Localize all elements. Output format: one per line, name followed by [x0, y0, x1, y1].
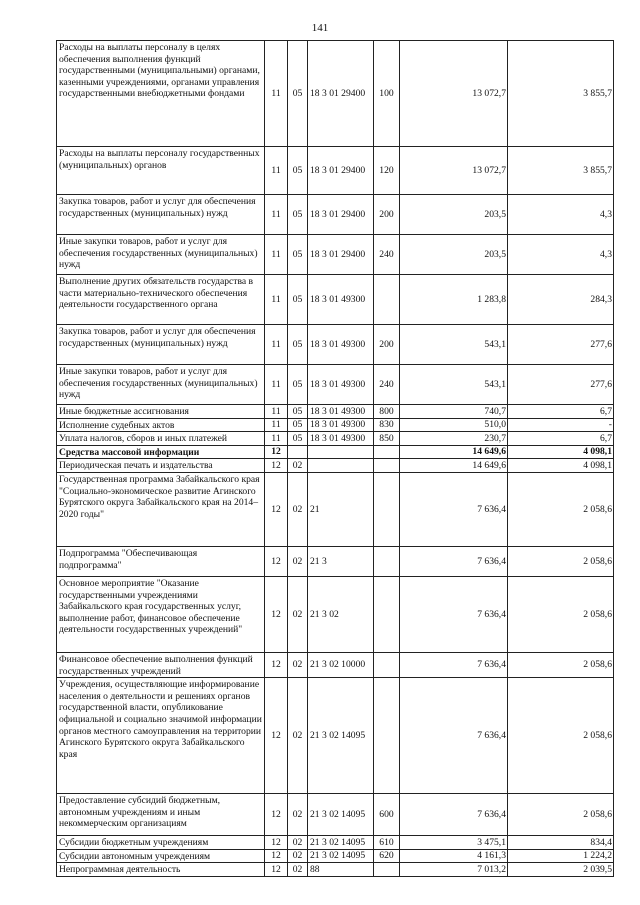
table-row — [57, 235, 614, 275]
expense-type-code — [374, 472, 400, 546]
section-code: 12 — [265, 576, 288, 652]
amount-actual: 3 855,7 — [508, 147, 614, 195]
subsection-code: 05 — [288, 325, 308, 365]
subsection-code: 02 — [288, 472, 308, 546]
row-name: Субсидии бюджетным учреждениям — [57, 836, 265, 850]
table-row — [57, 325, 614, 365]
target-item-code: 18 3 01 49300 — [308, 325, 374, 365]
section-code: 11 — [265, 147, 288, 195]
target-item-code: 18 3 01 29400 — [308, 41, 374, 147]
expense-type-code: 100 — [374, 41, 400, 147]
amount-plan: 740,7 — [400, 405, 508, 419]
amount-plan: 230,7 — [400, 432, 508, 446]
table-row — [57, 836, 614, 850]
amount-actual: 4,3 — [508, 235, 614, 275]
expense-type-code: 620 — [374, 849, 400, 863]
table-row — [57, 432, 614, 446]
subsection-code: 02 — [288, 546, 308, 576]
target-item-code: 21 3 02 14095 — [308, 678, 374, 794]
amount-actual: 2 058,6 — [508, 576, 614, 652]
section-code: 12 — [265, 459, 288, 473]
target-item-code: 21 3 02 14095 — [308, 849, 374, 863]
subsection-code: 02 — [288, 863, 308, 877]
amount-plan: 13 072,7 — [400, 147, 508, 195]
table-row — [57, 147, 614, 195]
row-name: Исполнение судебных актов — [57, 418, 265, 432]
expense-type-code: 610 — [374, 836, 400, 850]
subsection-code: 05 — [288, 147, 308, 195]
section-code: 12 — [265, 849, 288, 863]
expense-type-code — [374, 652, 400, 677]
subsection-code — [288, 445, 308, 459]
subsection-code: 05 — [288, 365, 308, 405]
table-row — [57, 849, 614, 863]
subsection-code: 05 — [288, 275, 308, 325]
target-item-code: 18 3 01 29400 — [308, 235, 374, 275]
target-item-code: 18 3 01 49300 — [308, 418, 374, 432]
amount-actual: 2 058,6 — [508, 472, 614, 546]
section-code: 11 — [265, 432, 288, 446]
section-code: 11 — [265, 325, 288, 365]
amount-actual: 3 855,7 — [508, 41, 614, 147]
section-code: 11 — [265, 365, 288, 405]
expense-type-code — [374, 459, 400, 473]
subsection-code: 02 — [288, 836, 308, 850]
amount-actual: 277,6 — [508, 365, 614, 405]
amount-actual: 2 058,6 — [508, 546, 614, 576]
row-name: Учреждения, осуществляющие информирование населения о деятельности и решениях органов государственной власти, опубликование официальной и социально значимой информации органов местного самоуправления на территории Агинского Бурятского округа Забайкальского края — [57, 678, 265, 794]
target-item-code: 21 3 02 14095 — [308, 794, 374, 836]
table-row — [57, 472, 614, 546]
row-name: Финансовое обеспечение выполнения функций государственных учреждений — [57, 652, 265, 677]
table-row — [57, 794, 614, 836]
amount-actual: 1 224,2 — [508, 849, 614, 863]
amount-actual: 834,4 — [508, 836, 614, 850]
subsection-code: 02 — [288, 652, 308, 677]
section-code: 11 — [265, 235, 288, 275]
target-item-code: 21 3 02 10000 — [308, 652, 374, 677]
amount-plan: 7 013,2 — [400, 863, 508, 877]
row-name: Иные закупки товаров, работ и услуг для обеспечения государственных (муниципальных) нужд — [57, 365, 265, 405]
section-code: 12 — [265, 652, 288, 677]
amount-actual: 4 098,1 — [508, 445, 614, 459]
target-item-code: 21 3 02 14095 — [308, 836, 374, 850]
amount-plan: 7 636,4 — [400, 472, 508, 546]
target-item-code: 18 3 01 49300 — [308, 275, 374, 325]
row-name: Иные закупки товаров, работ и услуг для обеспечения государственных (муниципальных) нужд — [57, 235, 265, 275]
target-item-code: 21 — [308, 472, 374, 546]
amount-plan: 7 636,4 — [400, 546, 508, 576]
amount-plan: 7 636,4 — [400, 576, 508, 652]
row-name: Иные бюджетные ассигнования — [57, 405, 265, 419]
expense-type-code — [374, 678, 400, 794]
amount-actual: 2 039,5 — [508, 863, 614, 877]
target-item-code: 18 3 01 29400 — [308, 195, 374, 235]
amount-actual: 6,7 — [508, 405, 614, 419]
amount-actual: 2 058,6 — [508, 678, 614, 794]
amount-plan: 510,0 — [400, 418, 508, 432]
subsection-code: 02 — [288, 459, 308, 473]
amount-actual: - — [508, 418, 614, 432]
budget-table — [56, 40, 614, 877]
amount-actual: 4 098,1 — [508, 459, 614, 473]
row-name: Расходы на выплаты персоналу государственных (муниципальных) органов — [57, 147, 265, 195]
row-name: Основное мероприятие "Оказание государственными учреждениями Забайкальского края государственных услуг, выполнение работ, финансовое обеспечение деятельности государственных учреждений" — [57, 576, 265, 652]
row-name: Периодическая печать и издательства — [57, 459, 265, 473]
row-name: Уплата налогов, сборов и иных платежей — [57, 432, 265, 446]
target-item-code: 21 3 02 — [308, 576, 374, 652]
amount-plan: 203,5 — [400, 235, 508, 275]
target-item-code: 88 — [308, 863, 374, 877]
amount-actual: 277,6 — [508, 325, 614, 365]
target-item-code: 21 3 — [308, 546, 374, 576]
row-name: Закупка товаров, работ и услуг для обеспечения государственных (муниципальных) нужд — [57, 195, 265, 235]
expense-type-code: 240 — [374, 235, 400, 275]
table-row — [57, 576, 614, 652]
expense-type-code — [374, 445, 400, 459]
expense-type-code: 200 — [374, 325, 400, 365]
amount-plan: 14 649,6 — [400, 459, 508, 473]
expense-type-code: 830 — [374, 418, 400, 432]
subsection-code: 02 — [288, 576, 308, 652]
amount-actual: 4,3 — [508, 195, 614, 235]
amount-plan: 7 636,4 — [400, 678, 508, 794]
expense-type-code: 200 — [374, 195, 400, 235]
subsection-code: 05 — [288, 405, 308, 419]
section-code: 11 — [265, 41, 288, 147]
row-name: Государственная программа Забайкальского края "Социально-экономическое развитие Агинского Бурятского округа Забайкальского края на 2014–2020 годы" — [57, 472, 265, 546]
amount-plan: 14 649,6 — [400, 445, 508, 459]
expense-type-code: 800 — [374, 405, 400, 419]
target-item-code: 18 3 01 29400 — [308, 147, 374, 195]
row-name: Закупка товаров, работ и услуг для обеспечения государственных (муниципальных) нужд — [57, 325, 265, 365]
section-code: 12 — [265, 678, 288, 794]
subsection-code: 05 — [288, 432, 308, 446]
subsection-code: 05 — [288, 41, 308, 147]
table-row — [57, 41, 614, 147]
amount-plan: 543,1 — [400, 365, 508, 405]
amount-actual: 2 058,6 — [508, 652, 614, 677]
subsection-code: 02 — [288, 849, 308, 863]
expense-type-code — [374, 576, 400, 652]
table-row — [57, 275, 614, 325]
amount-plan: 13 072,7 — [400, 41, 508, 147]
subsection-code: 02 — [288, 794, 308, 836]
target-item-code — [308, 445, 374, 459]
amount-actual: 6,7 — [508, 432, 614, 446]
expense-type-code — [374, 863, 400, 877]
table-row — [57, 546, 614, 576]
section-code: 12 — [265, 836, 288, 850]
section-code: 11 — [265, 405, 288, 419]
table-row — [57, 365, 614, 405]
expense-type-code: 240 — [374, 365, 400, 405]
expense-type-code: 850 — [374, 432, 400, 446]
amount-plan: 7 636,4 — [400, 794, 508, 836]
row-name: Выполнение других обязательств государства в части материально-технического обеспечения деятельности государственного органа — [57, 275, 265, 325]
expense-type-code: 600 — [374, 794, 400, 836]
table-row — [57, 418, 614, 432]
section-code: 12 — [265, 546, 288, 576]
table-row — [57, 459, 614, 473]
target-item-code — [308, 459, 374, 473]
row-name: Подпрограмма "Обеспечивающая подпрограмма" — [57, 546, 265, 576]
section-code: 12 — [265, 794, 288, 836]
row-name: Средства массовой информации — [57, 445, 265, 459]
section-code: 12 — [265, 445, 288, 459]
row-name: Расходы на выплаты персоналу в целях обеспечения выполнения функций государственными (муниципальными) органами, казенными учреждениями, органами управления государственными внебюджетными фондами — [57, 41, 265, 147]
row-name: Субсидии автономным учреждениям — [57, 849, 265, 863]
amount-plan: 1 283,8 — [400, 275, 508, 325]
table-body — [57, 41, 614, 877]
table-row — [57, 678, 614, 794]
amount-actual: 2 058,6 — [508, 794, 614, 836]
table-row — [57, 405, 614, 419]
section-code: 11 — [265, 195, 288, 235]
expense-type-code: 120 — [374, 147, 400, 195]
table-row — [57, 863, 614, 877]
subsection-code: 05 — [288, 418, 308, 432]
subsection-code: 05 — [288, 195, 308, 235]
table-row — [57, 445, 614, 459]
section-code: 12 — [265, 863, 288, 877]
row-name: Непрограммная деятельность — [57, 863, 265, 877]
amount-plan: 203,5 — [400, 195, 508, 235]
target-item-code: 18 3 01 49300 — [308, 405, 374, 419]
table-row — [57, 195, 614, 235]
subsection-code: 02 — [288, 678, 308, 794]
amount-plan: 3 475,1 — [400, 836, 508, 850]
section-code: 11 — [265, 418, 288, 432]
target-item-code: 18 3 01 49300 — [308, 365, 374, 405]
amount-actual: 284,3 — [508, 275, 614, 325]
page-number: 141 — [311, 22, 329, 34]
expense-type-code — [374, 546, 400, 576]
section-code: 12 — [265, 472, 288, 546]
row-name: Предоставление субсидий бюджетным, автономным учреждениям и иным некоммерческим организациям — [57, 794, 265, 836]
amount-plan: 7 636,4 — [400, 652, 508, 677]
section-code: 11 — [265, 275, 288, 325]
target-item-code: 18 3 01 49300 — [308, 432, 374, 446]
expense-type-code — [374, 275, 400, 325]
amount-plan: 543,1 — [400, 325, 508, 365]
table-row — [57, 652, 614, 677]
subsection-code: 05 — [288, 235, 308, 275]
amount-plan: 4 161,3 — [400, 849, 508, 863]
